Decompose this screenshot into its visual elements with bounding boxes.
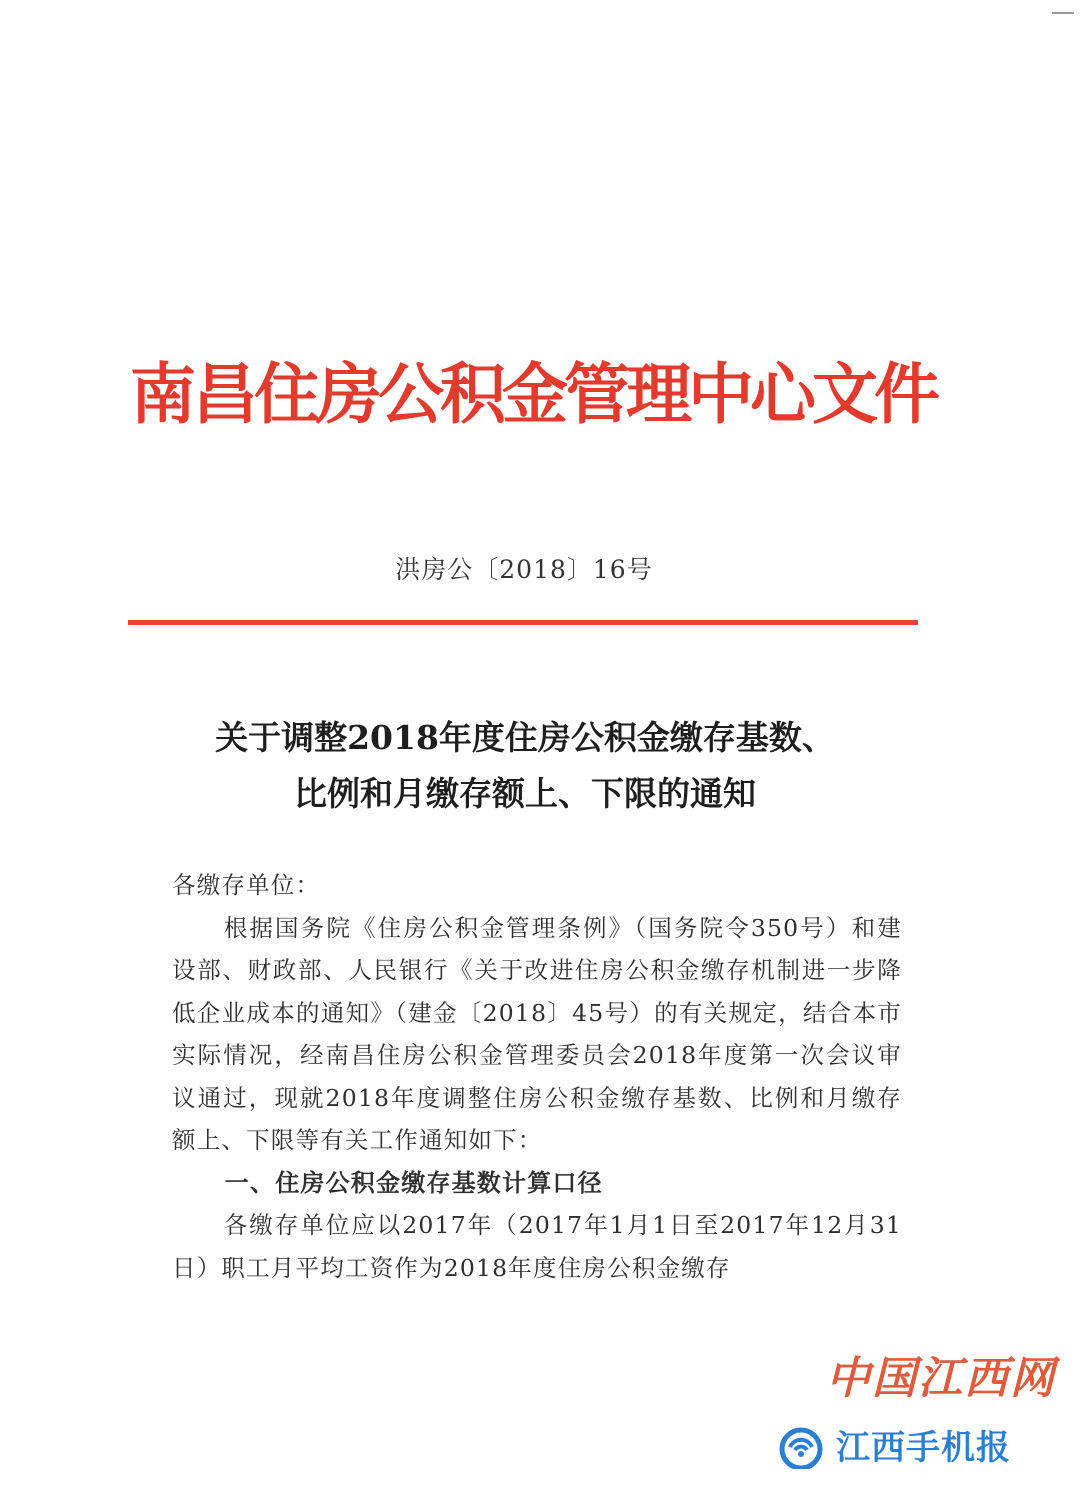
section-1-text: 各缴存单位应以2017年（2017年1月1日至2017年12月31日）职工月平均工资作为2018年度住房公积金缴存 xyxy=(172,1211,902,1282)
notice-title-line-1: 关于调整2018年度住房公积金缴存基数、 xyxy=(215,718,835,757)
corner-mark xyxy=(1052,12,1074,14)
paragraph-1: 根据国务院《住房公积金管理条例》（国务院令350号）和建设部、财政部、人民银行《关于改进住房公积金缴存机制进一步降低企业成本的通知》（建金〔2018〕45号）的有关规定，结合本市实际情况，经南昌住房公积金管理委员会2018年度第一次会议审议通过，现就2018年度调整住房公积金缴存基数、比例和月缴存额上、下限等有关工作通知如下： xyxy=(172,913,902,1154)
document-number: 洪房公〔2018〕16号 xyxy=(395,555,653,584)
watermark-jx-mobile-text: 江西手机报 xyxy=(836,1427,1011,1468)
notice-title xyxy=(120,710,930,822)
section-1-heading: 一、住房公积金缴存基数计算口径 xyxy=(224,1167,603,1197)
red-divider xyxy=(128,620,918,625)
issuer-title: 南昌住房公积金管理中心文件 xyxy=(130,356,936,433)
notice-title-line-2: 比例和月缴存额上、下限的通知 xyxy=(294,774,756,813)
watermark-jx-mobile xyxy=(772,1416,1072,1472)
salutation: 各缴存单位： xyxy=(172,871,321,899)
watermark-jxnews: 中国江西网 xyxy=(826,1353,1056,1404)
wifi-icon xyxy=(772,1419,830,1469)
notice-body xyxy=(172,864,902,1289)
